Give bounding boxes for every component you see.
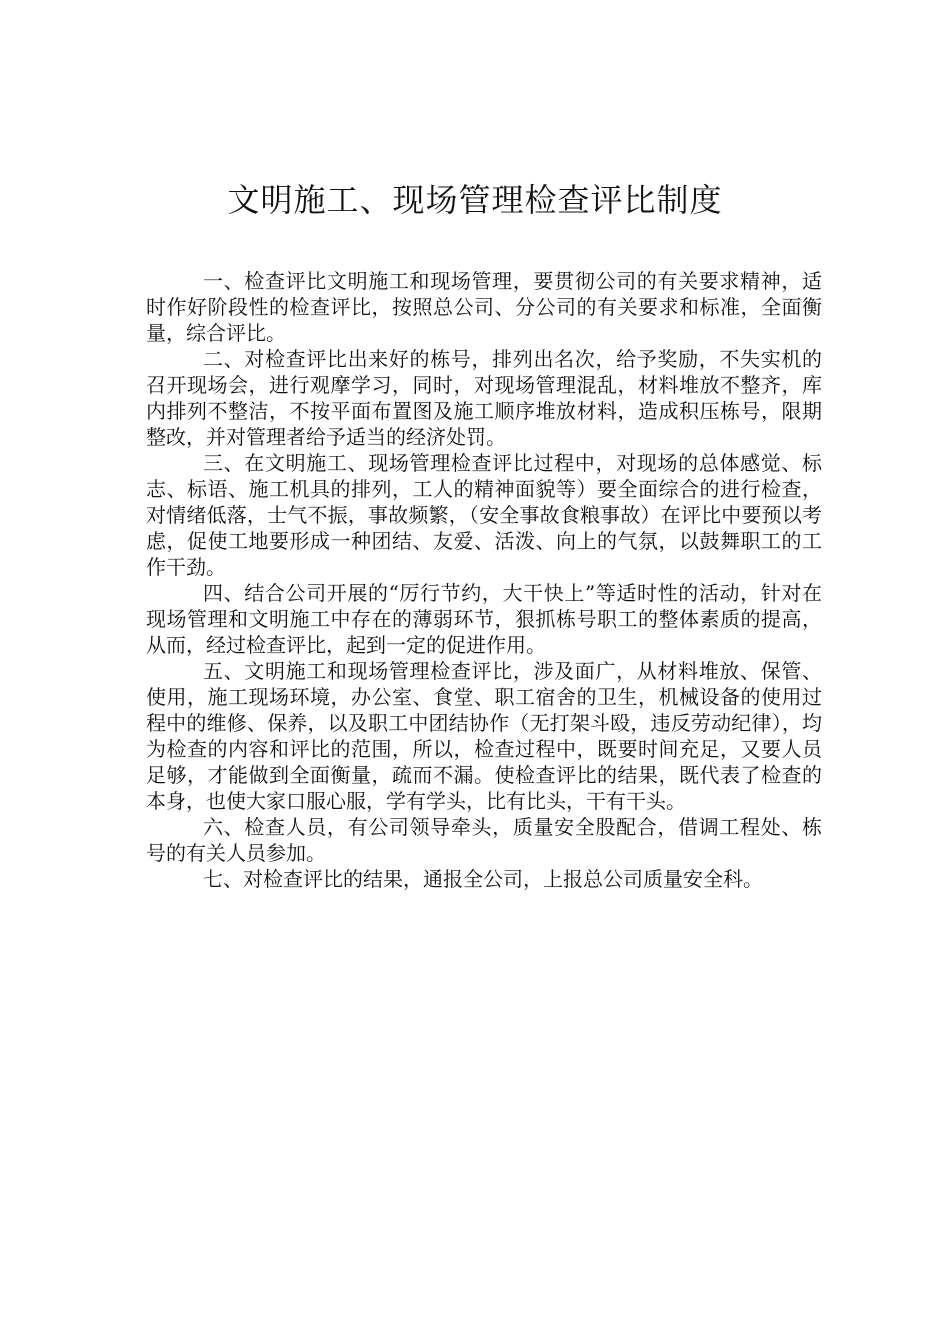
document-body bbox=[146, 268, 822, 892]
paragraph-5: 五、文明施工和现场管理检查评比，涉及面广，从材料堆放、保管、使用，施工现场环境，办公室、食堂、职工宿舍的卫生，机械设备的使用过程中的维修、保养，以及职工中团结协作（无打架斗殴，违反劳动纪律），均为检查的内容和评比的范围，所以，检查过程中，既要时间充足，又要人员足够，才能做到全面衡量，疏而不漏。使检查评比的结果，既代表了检查的本身，也使大家口服心服，学有学头，比有比头，干有干头。 bbox=[146, 659, 822, 813]
paragraph-4: 四、结合公司开展的“厉行节约，大干快上”等适时性的活动，针对在现场管理和文明施工中存在的薄弱环节，狠抓栋号职工的整体素质的提高，从而，经过检查评比，起到一定的促进作用。 bbox=[146, 581, 822, 657]
document-title: 文明施工、现场管理检查评比制度 bbox=[227, 181, 723, 219]
paragraph-3: 三、在文明施工、现场管理检查评比过程中，对现场的总体感觉、标志、标语、施工机具的排列，工人的精神面貌等）要全面综合的进行检查，对情绪低落，士气不振，事故频繁，（安全事故食粮事故）在评比中要预以考虑，促使工地要形成一种团结、友爱、活泼、向上的气氛，以鼓舞职工的工作干劲。 bbox=[146, 451, 822, 579]
paragraph-2: 二、对检查评比出来好的栋号，排列出名次，给予奖励，不失实机的召开现场会，进行观摩学习，同时，对现场管理混乱，材料堆放不整齐，库内排列不整洁，不按平面布置图及施工顺序堆放材料，造成积压栋号，限期整改，并对管理者给予适当的经济处罚。 bbox=[146, 347, 822, 449]
paragraph-7: 七、对检查评比的结果，通报全公司，上报总公司质量安全科。 bbox=[203, 867, 763, 891]
paragraph-1: 一、检查评比文明施工和现场管理，要贯彻公司的有关要求精神，适时作好阶段性的检查评比，按照总公司、分公司的有关要求和标准，全面衡量，综合评比。 bbox=[146, 269, 822, 345]
paragraph-6: 六、检查人员，有公司领导牵头，质量安全股配合，借调工程处、栋号的有关人员参加。 bbox=[146, 815, 822, 865]
